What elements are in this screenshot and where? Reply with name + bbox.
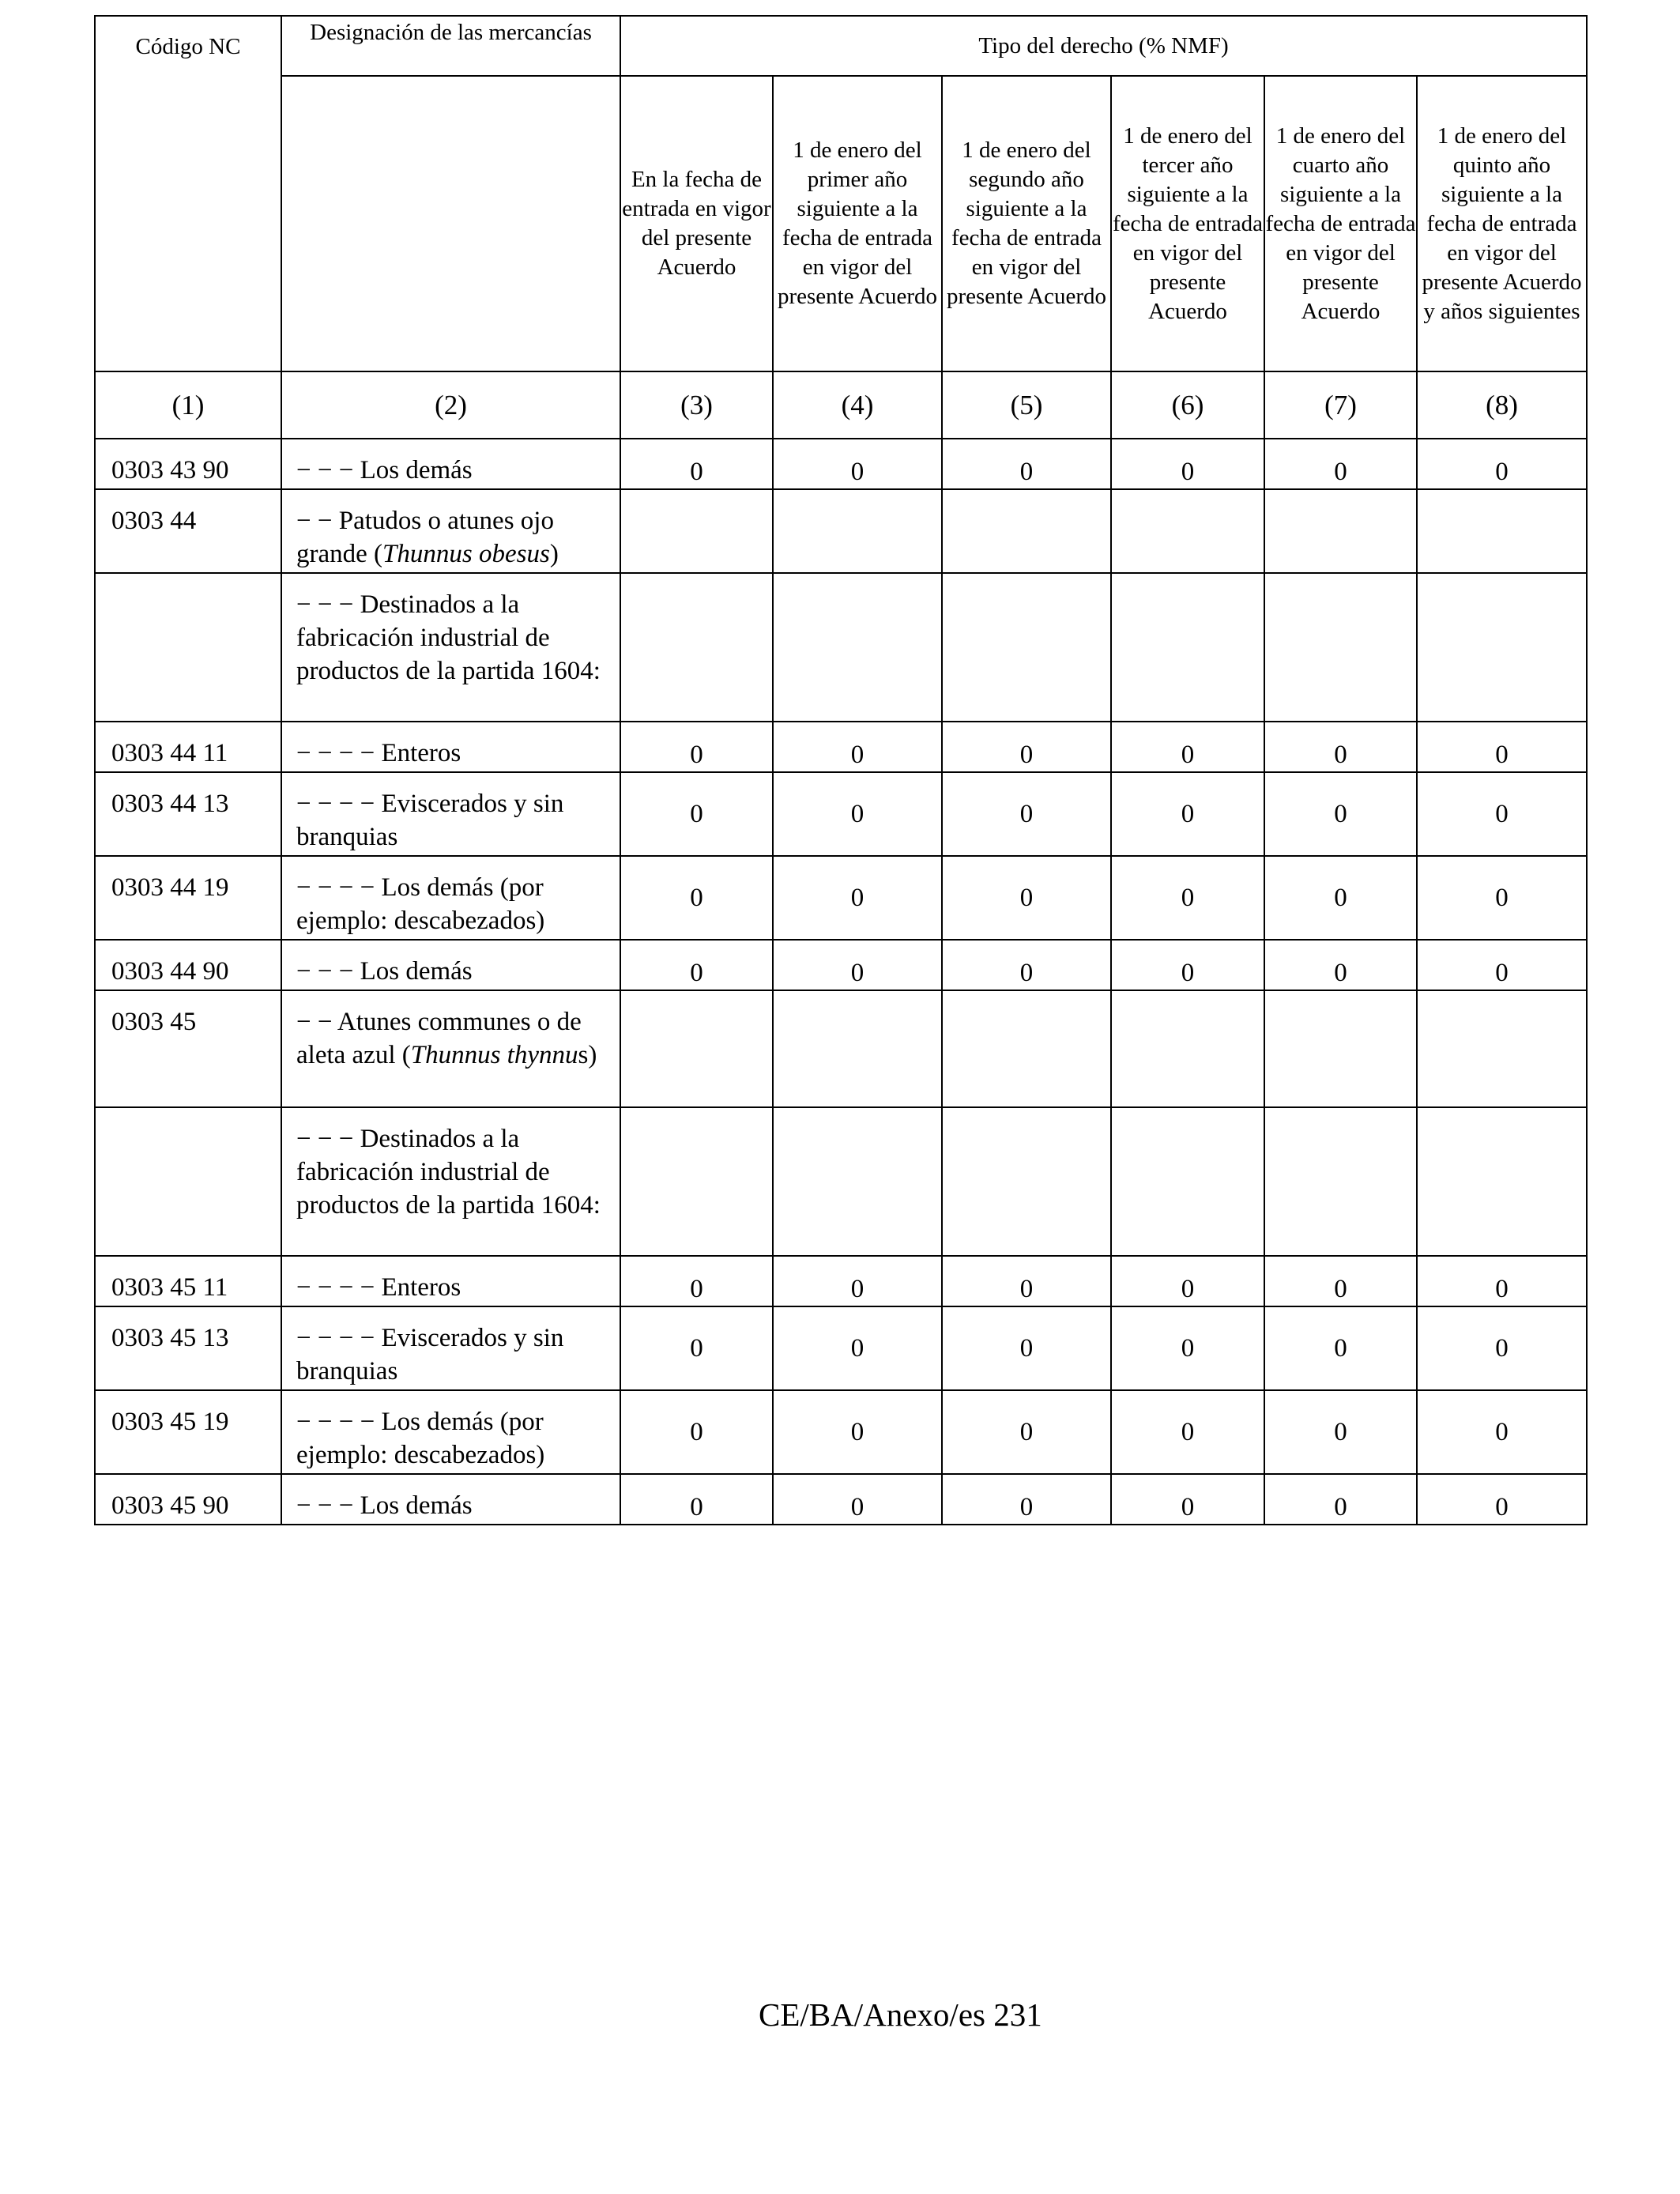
duty-rate-cell: 0 <box>1111 940 1264 990</box>
duty-rate-cell: 0 <box>773 1390 942 1474</box>
cn-code-cell: 0303 45 90 <box>95 1474 281 1525</box>
duty-rate-cell: 0 <box>620 1256 773 1306</box>
duty-rate-cell: 0 <box>1417 1256 1587 1306</box>
duty-rate-cell <box>942 1107 1111 1256</box>
duty-rate-cell: 0 <box>773 940 942 990</box>
column-number: (7) <box>1264 371 1417 439</box>
designation-text-end: s) <box>578 1041 597 1069</box>
duty-rate-cell: 0 <box>1417 856 1587 940</box>
column-number-row <box>95 371 1587 439</box>
table-row <box>95 1256 1587 1306</box>
duty-rate-cell: 0 <box>942 856 1111 940</box>
duty-rate-cell: 0 <box>942 940 1111 990</box>
duty-rate-cell <box>942 489 1111 573</box>
table-row <box>95 439 1587 489</box>
duty-rate-cell: 0 <box>1264 722 1417 772</box>
duty-rate-cell: 0 <box>620 772 773 856</box>
duty-rate-cell: 0 <box>773 1306 942 1390</box>
duty-rate-cell: 0 <box>773 1474 942 1525</box>
duty-rate-cell: 0 <box>1264 940 1417 990</box>
duty-rate-cell: 0 <box>620 1474 773 1525</box>
duty-rate-cell: 0 <box>1111 1256 1264 1306</box>
column-number: (5) <box>942 371 1111 439</box>
duty-rate-cell: 0 <box>1417 1390 1587 1474</box>
column-number: (3) <box>620 371 773 439</box>
duty-rate-cell: 0 <box>1417 772 1587 856</box>
duty-rate-cell: 0 <box>1111 1306 1264 1390</box>
table-row <box>95 1306 1587 1390</box>
duty-rate-cell: 0 <box>1264 1306 1417 1390</box>
duty-rate-cell: 0 <box>1111 1474 1264 1525</box>
designation-cell: − − − − Eviscerados y sin branquias <box>281 1306 620 1390</box>
duty-rate-cell: 0 <box>620 856 773 940</box>
duty-rate-cell: 0 <box>1111 439 1264 489</box>
header-designation-sub <box>281 76 620 371</box>
designation-text: − − Patudos o atunes ojo grande ( <box>296 507 554 568</box>
duty-rate-cell: 0 <box>1417 439 1587 489</box>
header-col3: En la fecha de entrada en vigor del presente Acuerdo <box>620 76 773 371</box>
duty-rate-cell: 0 <box>942 439 1111 489</box>
designation-cell: − − − − Enteros <box>281 1256 620 1306</box>
duty-rate-cell <box>1417 489 1587 573</box>
duty-rate-cell: 0 <box>773 772 942 856</box>
header-col5: 1 de enero del segundo año siguiente a la fecha de entrada en vigor del presente Acuerdo <box>942 76 1111 371</box>
duty-rate-cell <box>773 1107 942 1256</box>
duty-rate-cell: 0 <box>620 940 773 990</box>
duty-rate-cell: 0 <box>1264 1390 1417 1474</box>
duty-rate-cell: 0 <box>1417 722 1587 772</box>
cn-code-cell: 0303 44 11 <box>95 722 281 772</box>
table-row <box>95 1107 1587 1256</box>
duty-rate-cell <box>1111 573 1264 722</box>
cn-code-cell: 0303 45 19 <box>95 1390 281 1474</box>
duty-rate-cell: 0 <box>942 772 1111 856</box>
duty-rate-cell <box>1264 990 1417 1107</box>
duty-rate-cell: 0 <box>620 722 773 772</box>
duty-rate-cell: 0 <box>773 1256 942 1306</box>
duty-rate-cell: 0 <box>1264 856 1417 940</box>
duty-rate-cell <box>942 573 1111 722</box>
cn-code-cell: 0303 45 11 <box>95 1256 281 1306</box>
column-number: (8) <box>1417 371 1587 439</box>
duty-rate-cell <box>620 1107 773 1256</box>
duty-rate-cell: 0 <box>1417 940 1587 990</box>
table-row <box>95 1474 1587 1525</box>
duty-rate-cell: 0 <box>942 722 1111 772</box>
duty-rate-cell <box>1417 573 1587 722</box>
duty-rate-cell: 0 <box>620 439 773 489</box>
designation-cell <box>281 489 620 573</box>
designation-cell: − − − Destinados a la fabricación industrial de productos de la partida 1604: <box>281 573 620 722</box>
designation-cell: − − − − Enteros <box>281 722 620 772</box>
cn-code-cell <box>95 573 281 722</box>
table-row <box>95 722 1587 772</box>
duty-rate-cell <box>1111 1107 1264 1256</box>
duty-rate-cell <box>1111 489 1264 573</box>
table-row <box>95 1390 1587 1474</box>
duty-rate-cell: 0 <box>942 1256 1111 1306</box>
duty-rate-cell: 0 <box>1111 722 1264 772</box>
duty-rate-cell: 0 <box>1264 439 1417 489</box>
duty-rate-cell <box>1264 1107 1417 1256</box>
cn-code-cell: 0303 44 90 <box>95 940 281 990</box>
duty-rate-cell <box>620 489 773 573</box>
cn-code-cell: 0303 43 90 <box>95 439 281 489</box>
cn-code-cell: 0303 44 <box>95 489 281 573</box>
duty-rate-cell <box>1417 990 1587 1107</box>
header-col6: 1 de enero del tercer año siguiente a la fecha de entrada en vigor del presente Acuerdo <box>1111 76 1264 371</box>
duty-rate-cell <box>620 990 773 1107</box>
duty-rate-cell: 0 <box>1417 1306 1587 1390</box>
tariff-table <box>94 15 1588 1525</box>
table-row <box>95 856 1587 940</box>
duty-rate-cell: 0 <box>773 439 942 489</box>
table-row <box>95 489 1587 573</box>
duty-rate-cell <box>1264 573 1417 722</box>
species-name: Thunnus obesus <box>382 540 550 568</box>
duty-rate-cell: 0 <box>773 856 942 940</box>
duty-rate-cell <box>620 573 773 722</box>
designation-text: − − Atunes communes o de aleta azul ( <box>296 1008 582 1069</box>
column-number: (2) <box>281 371 620 439</box>
page-footer: CE/BA/Anexo/es 231 <box>759 1996 1042 2033</box>
designation-cell: − − − − Los demás (por ejemplo: descabezados) <box>281 856 620 940</box>
duty-rate-cell: 0 <box>1111 856 1264 940</box>
designation-cell: − − − − Los demás (por ejemplo: descabezados) <box>281 1390 620 1474</box>
duty-rate-cell <box>1264 489 1417 573</box>
duty-rate-cell: 0 <box>620 1306 773 1390</box>
duty-rate-cell <box>1111 990 1264 1107</box>
duty-rate-cell: 0 <box>1264 1256 1417 1306</box>
duty-rate-cell <box>942 990 1111 1107</box>
designation-cell: − − − Los demás <box>281 439 620 489</box>
duty-rate-cell: 0 <box>1111 1390 1264 1474</box>
cn-code-cell: 0303 45 13 <box>95 1306 281 1390</box>
table-row <box>95 940 1587 990</box>
cn-code-cell <box>95 1107 281 1256</box>
cn-code-cell: 0303 44 19 <box>95 856 281 940</box>
table-row <box>95 772 1587 856</box>
header-designation: Designación de las mercancías <box>281 16 620 76</box>
table-row <box>95 573 1587 722</box>
duty-rate-cell <box>773 573 942 722</box>
column-number: (1) <box>95 371 281 439</box>
duty-rate-cell: 0 <box>942 1390 1111 1474</box>
designation-cell: − − − Destinados a la fabricación industrial de productos de la partida 1604: <box>281 1107 620 1256</box>
header-col4: 1 de enero del primer año siguiente a la fecha de entrada en vigor del presente Acuerdo <box>773 76 942 371</box>
duty-rate-cell: 0 <box>620 1390 773 1474</box>
cn-code-cell: 0303 45 <box>95 990 281 1107</box>
cn-code-cell: 0303 44 13 <box>95 772 281 856</box>
duty-rate-cell: 0 <box>942 1306 1111 1390</box>
designation-text-end: ) <box>549 540 559 568</box>
header-code-nc: Código NC <box>95 16 281 371</box>
designation-cell: − − − Los demás <box>281 940 620 990</box>
designation-cell: − − − − Eviscerados y sin branquias <box>281 772 620 856</box>
designation-cell: − − − Los demás <box>281 1474 620 1525</box>
duty-rate-cell <box>773 990 942 1107</box>
table-row <box>95 990 1587 1107</box>
header-duty-type: Tipo del derecho (% NMF) <box>620 16 1587 76</box>
duty-rate-cell: 0 <box>773 722 942 772</box>
designation-cell <box>281 990 620 1107</box>
header-col7: 1 de enero del cuarto año siguiente a la fecha de entrada en vigor del presente Acuerdo <box>1264 76 1417 371</box>
duty-rate-cell: 0 <box>1417 1474 1587 1525</box>
species-name: Thunnus thynnu <box>410 1041 578 1069</box>
duty-rate-cell <box>1417 1107 1587 1256</box>
column-number: (6) <box>1111 371 1264 439</box>
duty-rate-cell <box>773 489 942 573</box>
duty-rate-cell: 0 <box>1111 772 1264 856</box>
duty-rate-cell: 0 <box>942 1474 1111 1525</box>
duty-rate-cell: 0 <box>1264 1474 1417 1525</box>
header-col8: 1 de enero del quinto año siguiente a la fecha de entrada en vigor del presente Acuerdo y años siguientes <box>1417 76 1587 371</box>
duty-rate-cell: 0 <box>1264 772 1417 856</box>
column-number: (4) <box>773 371 942 439</box>
